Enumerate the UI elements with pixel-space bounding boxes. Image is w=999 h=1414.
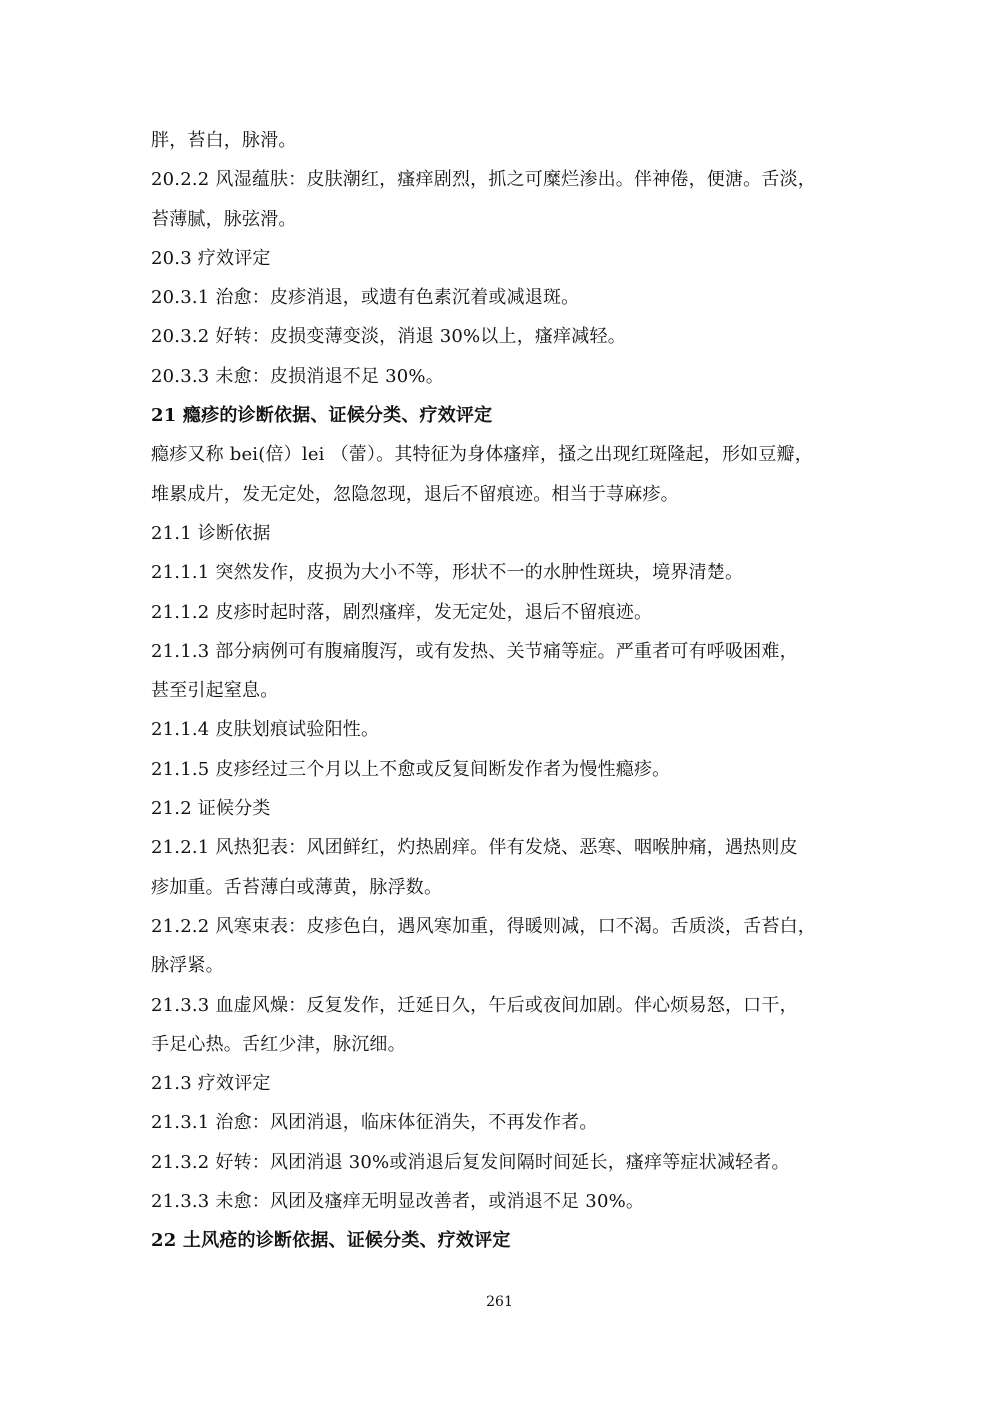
text-line: 21.1 诊断依据 <box>151 522 271 544</box>
text-line: 瘾疹又称 bei(倍）lei （蕾）。其特征为身体瘙痒，搔之出现红斑隆起，形如豆瓣， <box>151 444 813 466</box>
text-line: 21.3.2 好转：风团消退 30%或消退后复发间隔时间延长，瘙痒等症状减轻者。 <box>151 1151 790 1173</box>
text-line: 20.3.3 未愈：皮损消退不足 30%。 <box>151 365 444 387</box>
text-line: 21.2.2 风寒束表：皮疹色白，遇风寒加重，得暖则减，口不渴。舌质淡，舌苔白， <box>151 915 816 937</box>
text-line: 脉浮紧。 <box>151 955 224 977</box>
text-line: 20.2.2 风湿蕴肤：皮肤潮红，瘙痒剧烈，抓之可糜烂渗出。伴神倦，便溏。舌淡， <box>151 169 816 191</box>
text-line: 20.3.2 好转：皮损变薄变淡，消退 30%以上，瘙痒减轻。 <box>151 326 626 348</box>
text-line: 21.2 证候分类 <box>151 798 271 820</box>
section-heading: 21 瘾疹的诊断依据、证候分类、疗效评定 <box>151 405 493 427</box>
section-heading: 22 土风疮的诊断依据、证候分类、疗效评定 <box>151 1230 511 1252</box>
text-line: 21.1.5 皮疹经过三个月以上不愈或反复间断发作者为慢性瘾疹。 <box>151 758 671 780</box>
text-line: 21.1.4 皮肤划痕试验阳性。 <box>151 719 380 741</box>
text-line: 苔薄腻，脉弦滑。 <box>151 208 297 230</box>
text-line: 甚至引起窒息。 <box>151 680 279 702</box>
text-line: 疹加重。舌苔薄白或薄黄，脉浮数。 <box>151 876 443 898</box>
text-line: 堆累成片，发无定处，忽隐忽现，退后不留痕迹。相当于荨麻疹。 <box>151 483 679 505</box>
text-line: 21.3 疗效评定 <box>151 1073 271 1095</box>
text-line: 21.1.1 突然发作，皮损为大小不等，形状不一的水肿性斑块，境界清楚。 <box>151 562 744 584</box>
document-body <box>151 121 851 1261</box>
text-line: 21.2.1 风热犯表：风团鲜红，灼热剧痒。伴有发烧、恶寒、咽喉肿痛，遇热则皮 <box>151 837 798 859</box>
text-line: 20.3.1 治愈：皮疹消退，或遗有色素沉着或减退斑。 <box>151 287 580 309</box>
text-line: 21.1.3 部分病例可有腹痛腹泻，或有发热、关节痛等症。严重者可有呼吸困难， <box>151 640 798 662</box>
text-line: 21.3.1 治愈：风团消退，临床体征消失，不再发作者。 <box>151 1112 598 1134</box>
text-line: 胖，苔白，脉滑。 <box>151 130 297 151</box>
text-line: 21.3.3 血虚风燥：反复发作，迁延日久，午后或夜间加剧。伴心烦易怒，口干， <box>151 994 798 1016</box>
text-line: 21.3.3 未愈：风团及瘙痒无明显改善者，或消退不足 30%。 <box>151 1191 645 1213</box>
text-line: 20.3 疗效评定 <box>151 247 271 269</box>
text-line: 手足心热。舌红少津，脉沉细。 <box>151 1033 406 1055</box>
page-number: 261 <box>486 1294 513 1310</box>
text-line: 21.1.2 皮疹时起时落，剧烈瘙痒，发无定处，退后不留痕迹。 <box>151 601 653 623</box>
